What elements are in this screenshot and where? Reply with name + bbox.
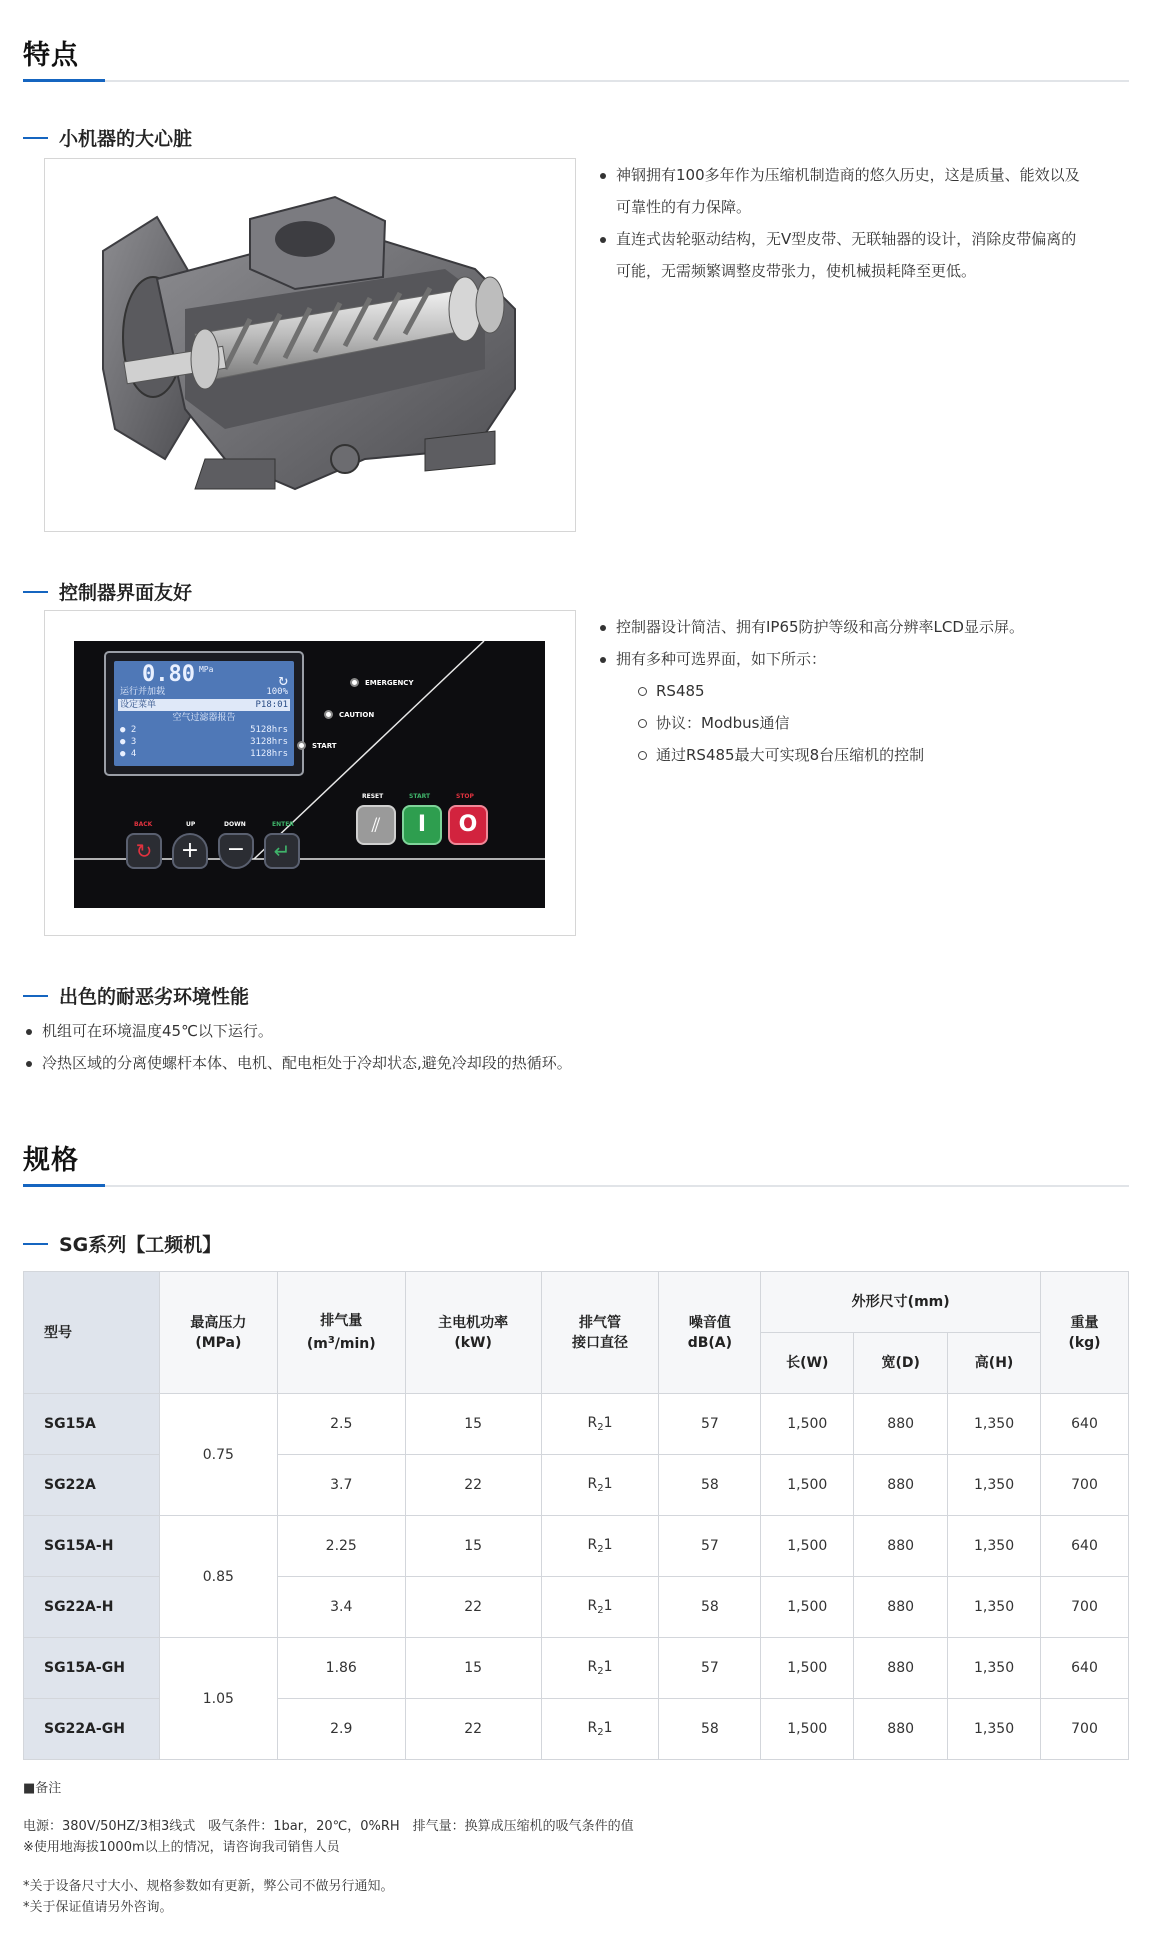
stop-button[interactable]: O — [448, 805, 488, 845]
subtitle-small-machine — [23, 124, 192, 151]
sub-bullet-item: 通过RS485最大可实现8台压缩机的控制 — [598, 739, 1024, 771]
back-label: BACK — [134, 821, 153, 828]
cell-pressure: 0.85 — [159, 1516, 277, 1638]
cell-width: 880 — [854, 1455, 948, 1516]
col-power: 主电机功率 (kW) — [405, 1272, 541, 1394]
cell-pipe: $R_21$ — [541, 1516, 659, 1577]
cell-model: SG15A-H — [24, 1516, 160, 1577]
subtitle-controller — [23, 578, 192, 605]
cell-noise: 57 — [659, 1516, 761, 1577]
col-pipe: 排气管 接口直径 — [541, 1272, 659, 1394]
bullet-item: 机组可在环境温度45℃以下运行。 — [24, 1015, 572, 1047]
specs-section-rule — [23, 1185, 1129, 1187]
indicator-light-icon — [324, 710, 333, 719]
indicator-light-icon — [350, 678, 359, 687]
col-model: 型号 — [24, 1272, 160, 1394]
notes-block-2 — [23, 1876, 394, 1918]
cell-flow: 2.9 — [277, 1699, 405, 1760]
cell-noise: 58 — [659, 1577, 761, 1638]
enter-button[interactable]: ↵ — [264, 833, 300, 869]
sub-bullet-item: 协议：Modbus通信 — [598, 707, 1024, 739]
subtitle-text: 控制器界面友好 — [59, 582, 193, 604]
cell-flow: 2.5 — [277, 1394, 405, 1455]
cell-flow: 2.25 — [277, 1516, 405, 1577]
cell-weight: 700 — [1041, 1699, 1129, 1760]
reset-label: RESET — [362, 793, 384, 800]
note-line: ※使用地海拔1000m以上的情况，请咨询我司销售人员 — [23, 1840, 340, 1855]
lcd-item-row: ● 4 1128hrs — [120, 749, 288, 759]
section-rule-accent — [23, 1184, 105, 1187]
screw-compressor-cutaway-illustration — [45, 159, 576, 532]
subtitle-dash — [23, 995, 48, 997]
bullet-item: 控制器设计简洁、拥有IP65防护等级和高分辨率LCD显示屏。 — [598, 611, 1024, 643]
start-button[interactable]: I — [402, 805, 442, 845]
cell-pressure: 1.05 — [159, 1638, 277, 1760]
bullet-item: 神钢拥有100多年作为压缩机制造商的悠久历史，这是质量、能效以及 — [598, 159, 1080, 191]
cell-flow: 3.4 — [277, 1577, 405, 1638]
cell-weight: 700 — [1041, 1577, 1129, 1638]
subtitle-text: SG系列【工频机】 — [59, 1234, 222, 1256]
cell-width: 880 — [854, 1516, 948, 1577]
bullet-item: 冷热区域的分离使螺杆本体、电机、配电柜处于冷却状态,避免冷却段的热循环。 — [24, 1047, 572, 1079]
subtitle-dash — [23, 1243, 48, 1245]
cell-weight: 640 — [1041, 1638, 1129, 1699]
cell-pipe: $R_21$ — [541, 1455, 659, 1516]
controller-image — [44, 610, 576, 936]
table-row — [24, 1638, 1129, 1699]
feature-bullets-1 — [598, 159, 1080, 287]
col-pressure: 最高压力 (MPa) — [159, 1272, 277, 1394]
cell-length: 1,500 — [761, 1699, 854, 1760]
cell-height: 1,350 — [948, 1699, 1041, 1760]
cell-height: 1,350 — [948, 1516, 1041, 1577]
col-dimensions: 外形尺寸(mm) — [761, 1272, 1041, 1333]
cell-height: 1,350 — [948, 1394, 1041, 1455]
subtitle-text: 小机器的大心脏 — [59, 128, 193, 150]
bullet-item: 拥有多种可选界面，如下所示： — [598, 643, 1024, 675]
cell-weight: 700 — [1041, 1455, 1129, 1516]
cell-height: 1,350 — [948, 1577, 1041, 1638]
cell-height: 1,350 — [948, 1638, 1041, 1699]
cell-pipe: $R_21$ — [541, 1577, 659, 1638]
bullet-item: 直连式齿轮驱动结构，无V型皮带、无联轴器的设计，消除皮带偏离的 — [598, 223, 1080, 255]
subtitle-environment — [23, 982, 249, 1009]
lcd-report: 空气过滤器报告 — [172, 713, 236, 723]
notes-heading: ■备注 — [23, 1781, 62, 1796]
lcd-screen — [104, 651, 304, 776]
cell-length: 1,500 — [761, 1638, 854, 1699]
down-label: DOWN — [224, 821, 246, 828]
enter-label: ENTER — [272, 821, 294, 828]
subtitle-text: 出色的耐恶劣环境性能 — [59, 986, 250, 1008]
note-line: *关于设备尺寸大小、规格参数如有更新，弊公司不做另行通知。 — [23, 1879, 394, 1894]
cell-pressure: 0.75 — [159, 1394, 277, 1516]
cell-length: 1,500 — [761, 1577, 854, 1638]
cell-model: SG22A-H — [24, 1577, 160, 1638]
lcd-load: 100% — [266, 687, 288, 697]
caution-indicator: CAUTION — [324, 710, 374, 719]
features-section-rule — [23, 80, 1129, 82]
lcd-menu-value: P18:01 — [255, 700, 288, 710]
cell-width: 880 — [854, 1577, 948, 1638]
refresh-icon: ↻ — [278, 670, 288, 689]
cell-noise: 58 — [659, 1699, 761, 1760]
lcd-item-row: ● 3 3128hrs — [120, 737, 288, 747]
cell-flow: 3.7 — [277, 1455, 405, 1516]
note-line: *关于保证值请另外咨询。 — [23, 1900, 173, 1915]
up-label: UP — [186, 821, 196, 828]
back-button[interactable]: ↻ — [126, 833, 162, 869]
reset-button[interactable]: ⫽ — [356, 805, 396, 845]
lcd-display — [114, 661, 294, 766]
cell-power: 22 — [405, 1577, 541, 1638]
cell-power: 15 — [405, 1394, 541, 1455]
col-length: 长(W) — [761, 1333, 854, 1394]
stop-label: STOP — [456, 793, 474, 800]
cell-width: 880 — [854, 1638, 948, 1699]
lcd-pressure-value: 0.80 — [142, 662, 195, 687]
cell-power: 15 — [405, 1516, 541, 1577]
cell-length: 1,500 — [761, 1455, 854, 1516]
spec-table — [23, 1271, 1129, 1760]
emergency-indicator: EMERGENCY — [350, 678, 414, 687]
col-noise: 噪音值 dB(A) — [659, 1272, 761, 1394]
cell-weight: 640 — [1041, 1394, 1129, 1455]
cell-pipe: $R_21$ — [541, 1699, 659, 1760]
col-weight: 重量 (kg) — [1041, 1272, 1129, 1394]
bullet-continuation: 可靠性的有力保障。 — [616, 198, 752, 216]
cell-length: 1,500 — [761, 1516, 854, 1577]
cell-height: 1,350 — [948, 1455, 1041, 1516]
cell-model: SG22A-GH — [24, 1699, 160, 1760]
cell-model: SG22A — [24, 1455, 160, 1516]
cell-weight: 640 — [1041, 1516, 1129, 1577]
start-label: START — [409, 793, 431, 800]
compressor-image — [44, 158, 576, 532]
col-flow: 排气量 $(m^3/\min)$ — [277, 1272, 405, 1394]
controller-panel — [74, 641, 545, 908]
col-width: 宽(D) — [854, 1333, 948, 1394]
lcd-menu: 设定菜单 — [120, 700, 157, 710]
section-rule-accent — [23, 79, 105, 82]
cell-pipe: $R_21$ — [541, 1394, 659, 1455]
bullet-continuation: 可能，无需频繁调整皮带张力，使机械损耗降至更低。 — [616, 262, 977, 280]
cell-power: 22 — [405, 1455, 541, 1516]
subtitle-sg-series — [23, 1230, 221, 1257]
lcd-item-row: ● 2 5128hrs — [120, 725, 288, 735]
cell-power: 15 — [405, 1638, 541, 1699]
down-button[interactable]: − — [218, 833, 254, 869]
feature-bullets-3 — [24, 1015, 572, 1079]
sub-bullet-item: RS485 — [598, 675, 1024, 707]
indicator-light-icon — [297, 741, 306, 750]
cell-noise: 57 — [659, 1638, 761, 1699]
specs-section-title: 规格 — [23, 1145, 79, 1176]
start-indicator: START — [297, 741, 337, 750]
lcd-pressure-unit: MPa — [198, 665, 214, 674]
cell-model: SG15A — [24, 1394, 160, 1455]
features-section-title: 特点 — [23, 40, 79, 71]
cell-noise: 58 — [659, 1455, 761, 1516]
table-row — [24, 1516, 1129, 1577]
cell-noise: 57 — [659, 1394, 761, 1455]
cell-width: 880 — [854, 1394, 948, 1455]
notes-block-1 — [23, 1816, 634, 1858]
cell-power: 22 — [405, 1699, 541, 1760]
cell-model: SG15A-GH — [24, 1638, 160, 1699]
cell-flow: 1.86 — [277, 1638, 405, 1699]
subtitle-dash — [23, 137, 48, 139]
feature-bullets-2 — [598, 611, 1024, 771]
note-line: 电源：380V/50HZ/3相3线式 吸气条件：1bar，20℃，0%RH 排气量：换算成压缩机的吸气条件的值 — [23, 1819, 634, 1834]
cell-width: 880 — [854, 1699, 948, 1760]
cell-pipe: $R_21$ — [541, 1638, 659, 1699]
up-button[interactable]: + — [172, 833, 208, 869]
col-height: 高(H) — [948, 1333, 1041, 1394]
lcd-status: 运行并加载 — [120, 687, 166, 697]
subtitle-dash — [23, 591, 48, 593]
table-row — [24, 1394, 1129, 1455]
cell-length: 1,500 — [761, 1394, 854, 1455]
